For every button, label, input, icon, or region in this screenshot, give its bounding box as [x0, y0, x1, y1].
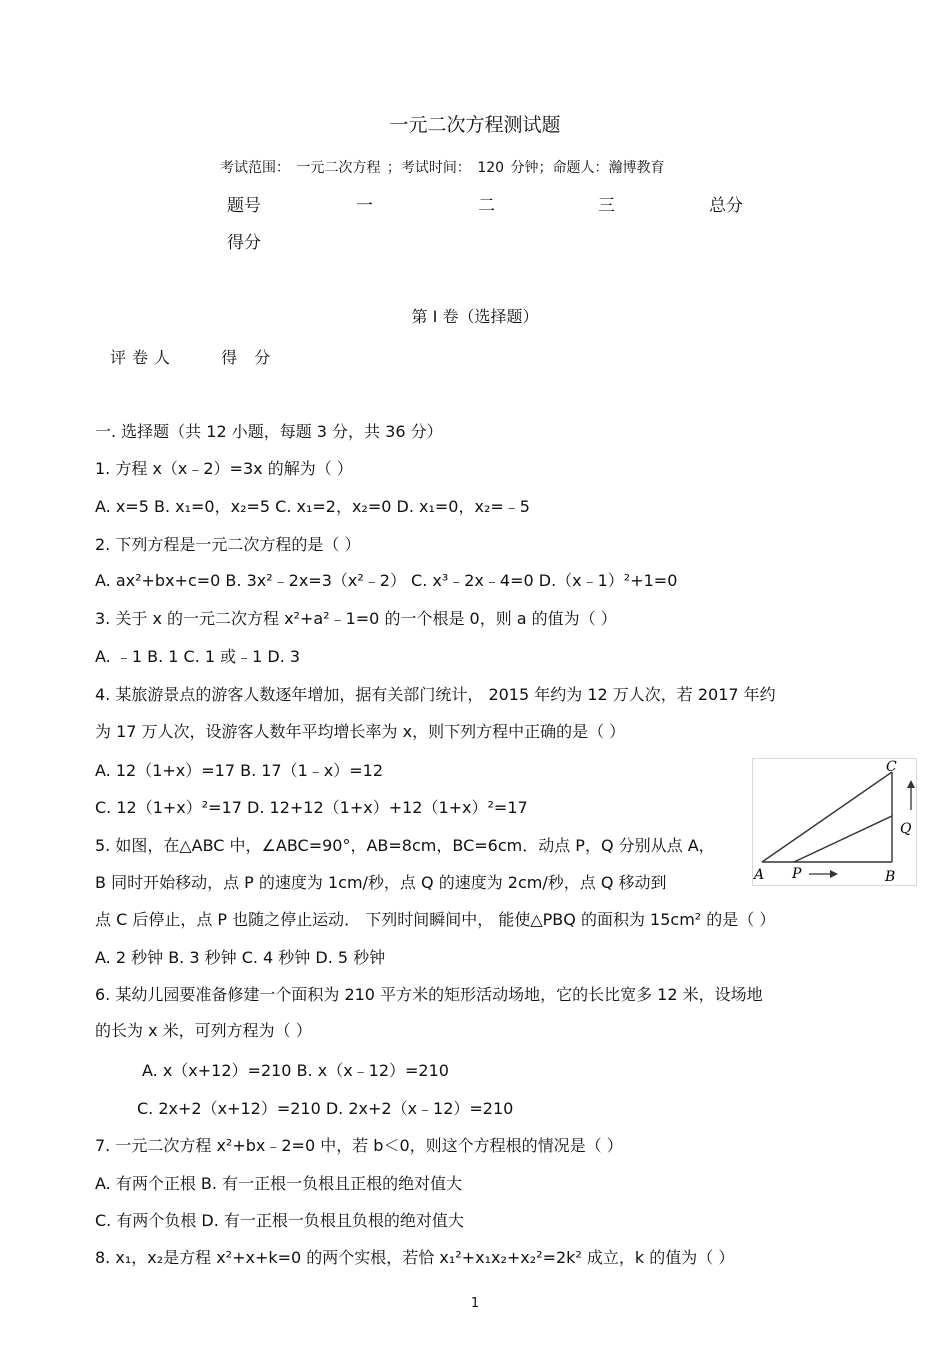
score-table-header-part1: 一 [356, 196, 373, 216]
segment-pq [794, 816, 892, 862]
question-4-options-cd: C. 12（1+x）²=17 D. 12+12（1+x）+12（1+x）²=17 [95, 798, 528, 817]
question-6-options-cd: C. 2x+2（x+12）=210 D. 2x+2（x﹣12）=210 [137, 1099, 514, 1118]
page-number: 1 [470, 1296, 480, 1311]
score-table-row-label: 得分 [227, 233, 261, 253]
side-ac [762, 772, 892, 862]
score-table-header-part3: 三 [598, 196, 615, 216]
question-6-options-ab: A. x（x+12）=210 B. x（x﹣12）=210 [142, 1061, 449, 1080]
question-5-stem-line1: 5. 如图，在△ABC 中，∠ABC=90°，AB=8cm，BC=6cm．动点 P，Q 分别从点 A， [95, 836, 715, 855]
question-5-stem-line3: 点 C 后停止，点 P 也随之停止运动． 下列时间瞬间中， 能使△PBQ 的面积为 15cm² 的是（ ） [95, 910, 776, 929]
label-c: C [886, 759, 897, 775]
question-1-options: A. x=5 B. x₁=0，x₂=5 C. x₁=2，x₂=0 D. x₁=0，x₂=﹣5 [95, 497, 530, 516]
question-6-stem-line2: 的长为 x 米，可列方程为（ ） [95, 1021, 312, 1040]
question-3-stem: 3. 关于 x 的一元二次方程 x²+a²﹣1=0 的一个根是 0，则 a 的值为（ ） [95, 609, 617, 628]
score-table-header-total: 总分 [709, 196, 743, 216]
label-p: P [792, 866, 802, 882]
question-8-stem: 8. x₁，x₂是方程 x²+x+k=0 的两个实根，若恰 x₁²+x₁x₂+x₂²=2k² 成立，k 的值为（ ） [95, 1248, 735, 1267]
question-4-stem-line2: 为 17 万人次，设游客人数年平均增长率为 x，则下列方程中正确的是（ ） [95, 722, 626, 741]
question-5-stem-line2: B 同时开始移动，点 P 的速度为 1cm/秒，点 Q 的速度为 2cm/秒，点 Q 移动到 [95, 873, 667, 892]
question-3-options: A. ﹣1 B. 1 C. 1 或﹣1 D. 3 [95, 647, 301, 666]
question-6-stem-line1: 6. 某幼儿园要准备修建一个面积为 210 平方米的矩形活动场地，它的长比宽多 12 米，设场地 [95, 985, 763, 1004]
question-4-options-ab: A. 12（1+x）=17 B. 17（1﹣x）=12 [95, 761, 384, 780]
volume-title: 第 I 卷（选择题） [411, 307, 539, 326]
section-heading: 一. 选择题（共 12 小题，每题 3 分，共 36 分） [95, 422, 443, 441]
arrow-right-head [830, 870, 838, 878]
label-b: B [885, 869, 896, 885]
label-a: A [754, 867, 765, 883]
arrow-up-head [907, 780, 915, 788]
grader-box [110, 350, 316, 366]
question-5-options: A. 2 秒钟 B. 3 秒钟 C. 4 秒钟 D. 5 秒钟 [95, 948, 386, 967]
question-2-stem: 2. 下列方程是一元二次方程的是（ ） [95, 535, 361, 554]
triangle-figure [752, 758, 917, 886]
question-7-options-cd: C. 有两个负根 D. 有一正根一负根且负根的绝对值大 [95, 1211, 464, 1230]
question-2-options: A. ax²+bx+c=0 B. 3x²﹣2x=3（x²﹣2） C. x³﹣2x﹣4=0 D.（x﹣1）²+1=0 [95, 571, 678, 590]
page-title: 一元二次方程测试题 [389, 114, 561, 136]
question-4-stem-line1: 4. 某旅游景点的游客人数逐年增加，据有关部门统计， 2015 年约为 12 万人次，若 2017 年约 [95, 685, 776, 704]
grader-label: 评卷人 [110, 348, 177, 367]
question-7-options-ab: A. 有两个正根 B. 有一正根一负根且正根的绝对值大 [95, 1174, 463, 1193]
score-table-header-part2: 二 [478, 196, 495, 216]
question-1-stem: 1. 方程 x（x﹣2）=3x 的解为（ ） [95, 459, 353, 478]
exam-meta: 考试范围： 一元二次方程 ；考试时间： 120 分钟；命题人：瀚博教育 [220, 160, 665, 176]
score-label: 得 分 [221, 348, 277, 367]
label-q: Q [900, 821, 912, 837]
question-7-stem: 7. 一元二次方程 x²+bx﹣2=0 中，若 b＜0，则这个方程根的情况是（ ） [95, 1136, 623, 1155]
score-table-header-qno: 题号 [227, 196, 261, 216]
